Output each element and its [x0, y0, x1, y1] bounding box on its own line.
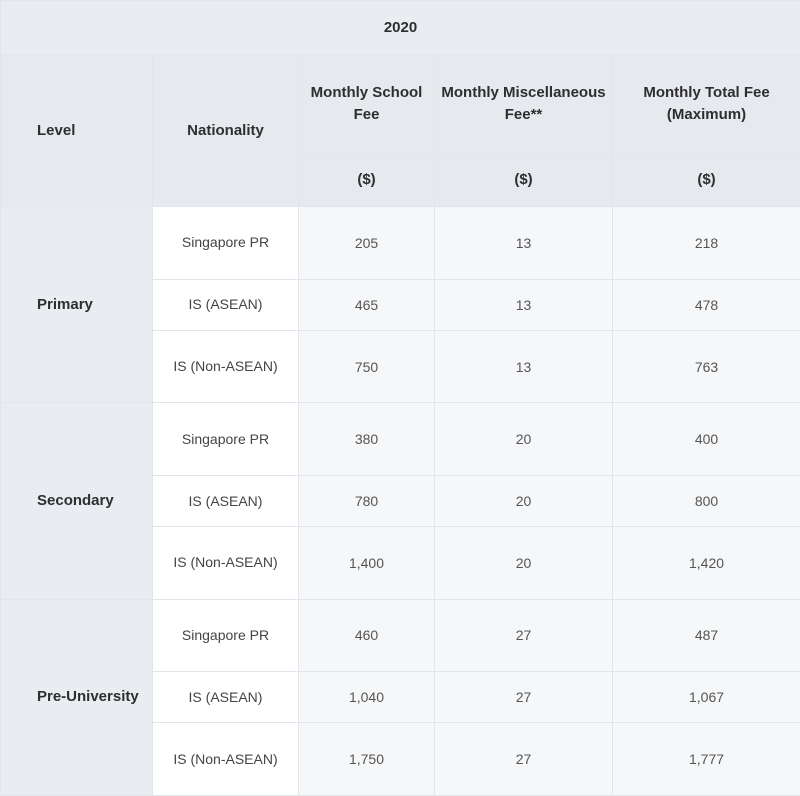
nationality-cell: IS (Non-ASEAN) — [153, 527, 299, 599]
school-fee-cell: 750 — [299, 331, 435, 403]
school-fee-cell: 1,040 — [299, 672, 435, 723]
total-fee-cell: 1,067 — [613, 672, 800, 723]
misc-fee-cell: 20 — [435, 475, 613, 526]
column-header-row — [1, 55, 800, 154]
nationality-cell: IS (ASEAN) — [153, 475, 299, 526]
year-row — [1, 1, 800, 55]
table-row — [1, 403, 800, 475]
misc-fee-cell: 13 — [435, 279, 613, 330]
school-fee-header: Monthly School Fee — [299, 55, 435, 154]
total-fee-cell: 763 — [613, 331, 800, 403]
total-fee-cell: 487 — [613, 599, 800, 671]
nationality-header: Nationality — [153, 55, 299, 207]
misc-fee-cell: 27 — [435, 723, 613, 796]
misc-fee-unit: ($) — [435, 153, 613, 206]
level-header: Level — [1, 55, 153, 207]
school-fee-unit: ($) — [299, 153, 435, 206]
total-fee-cell: 400 — [613, 403, 800, 475]
year-header: 2020 — [1, 1, 800, 55]
school-fee-cell: 1,400 — [299, 527, 435, 599]
nationality-cell: IS (ASEAN) — [153, 279, 299, 330]
school-fee-cell: 780 — [299, 475, 435, 526]
misc-fee-cell: 20 — [435, 527, 613, 599]
total-fee-header: Monthly Total Fee (Maximum) — [613, 55, 800, 154]
school-fee-cell: 465 — [299, 279, 435, 330]
misc-fee-header: Monthly Miscellaneous Fee** — [435, 55, 613, 154]
level-cell: Pre-University — [1, 599, 153, 795]
total-fee-cell: 218 — [613, 207, 800, 279]
total-fee-cell: 1,420 — [613, 527, 800, 599]
nationality-cell: IS (ASEAN) — [153, 672, 299, 723]
total-fee-cell: 478 — [613, 279, 800, 330]
misc-fee-cell: 27 — [435, 672, 613, 723]
table-row — [1, 207, 800, 279]
nationality-cell: Singapore PR — [153, 599, 299, 671]
school-fee-cell: 380 — [299, 403, 435, 475]
nationality-cell: IS (Non-ASEAN) — [153, 331, 299, 403]
total-fee-cell: 800 — [613, 475, 800, 526]
misc-fee-cell: 27 — [435, 599, 613, 671]
school-fee-cell: 205 — [299, 207, 435, 279]
nationality-cell: IS (Non-ASEAN) — [153, 723, 299, 796]
school-fee-cell: 1,750 — [299, 723, 435, 796]
nationality-cell: Singapore PR — [153, 207, 299, 279]
level-cell: Primary — [1, 207, 153, 403]
total-fee-cell: 1,777 — [613, 723, 800, 796]
misc-fee-cell: 20 — [435, 403, 613, 475]
level-cell: Secondary — [1, 403, 153, 599]
misc-fee-cell: 13 — [435, 331, 613, 403]
misc-fee-cell: 13 — [435, 207, 613, 279]
table-row — [1, 599, 800, 671]
total-fee-unit: ($) — [613, 153, 800, 206]
school-fee-cell: 460 — [299, 599, 435, 671]
nationality-cell: Singapore PR — [153, 403, 299, 475]
